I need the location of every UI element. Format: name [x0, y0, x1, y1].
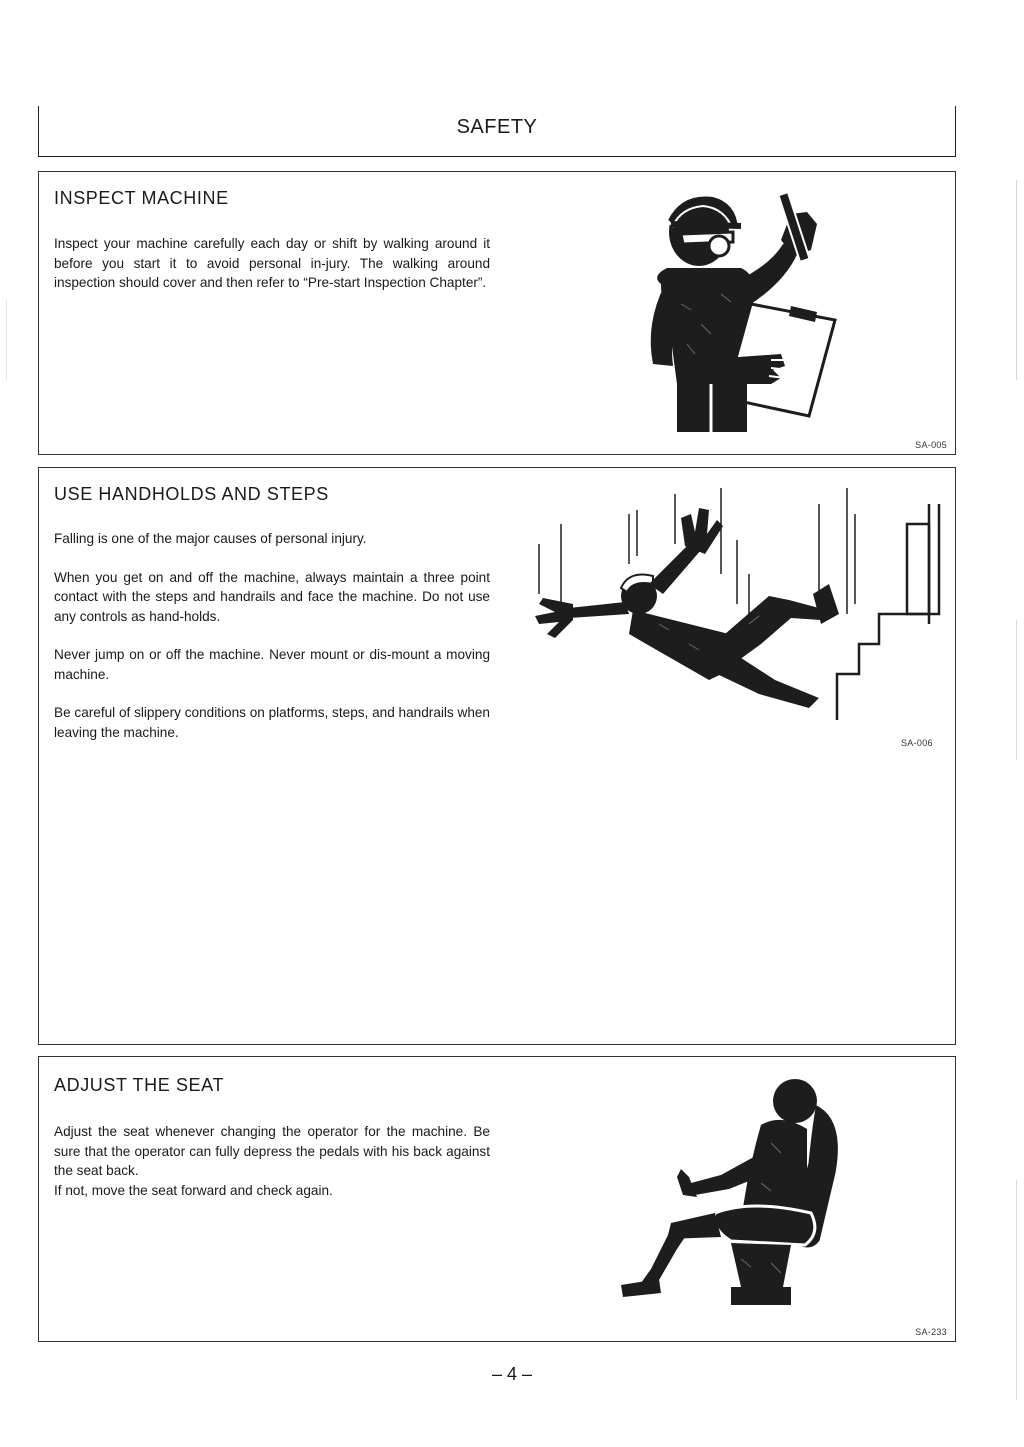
figure-code: SA-233 — [915, 1327, 947, 1337]
section-body — [54, 234, 490, 312]
paragraph: When you get on and off the machine, always maintain a three point contact with the steps and handrails and face the machine. Do not use any controls as hand-holds. — [54, 569, 490, 624]
page-number: – 4 – — [491, 1364, 533, 1384]
section-title: USE HANDHOLDS AND STEPS — [54, 484, 329, 504]
paragraph: Adjust the seat whenever changing the operator for the machine. Be sure that the operator can fully depress the pedals with his back against the seat back. — [54, 1124, 490, 1178]
section-inspect-machine — [38, 171, 956, 455]
section-adjust-the-seat — [38, 1056, 956, 1342]
figure-code: SA-005 — [915, 440, 947, 450]
person-falling-from-steps-icon — [529, 484, 941, 724]
scan-artifact — [1016, 620, 1017, 760]
paragraph: Falling is one of the major causes of personal injury. — [54, 531, 367, 546]
section-title: INSPECT MACHINE — [54, 188, 229, 208]
section-use-handholds-and-steps — [38, 467, 956, 1045]
seated-operator-icon — [611, 1073, 851, 1309]
scan-artifact — [6, 300, 7, 380]
header-rule — [38, 156, 956, 157]
section-body — [54, 529, 490, 761]
paragraph: Never jump on or off the machine. Never mount or dis-mount a moving machine. — [54, 647, 490, 682]
paragraph: Inspect your machine carefully each day or shift by walking around it before you start it to avoid personal in-jury. The walking around inspection should cover and then refer to “Pre-start Inspection Chapter”. — [54, 236, 490, 290]
page-title: SAFETY — [456, 116, 538, 138]
scan-artifact — [1016, 1180, 1017, 1400]
section-body — [54, 1122, 490, 1219]
scan-artifact — [1016, 180, 1017, 380]
figure-code: SA-006 — [901, 738, 933, 748]
worker-inspecting-with-clipboard-icon — [621, 184, 861, 434]
paragraph: If not, move the seat forward and check again. — [54, 1182, 333, 1198]
paragraph: Be careful of slippery conditions on platforms, steps, and handrails when leaving the machine. — [54, 705, 490, 740]
section-title: ADJUST THE SEAT — [54, 1075, 225, 1095]
